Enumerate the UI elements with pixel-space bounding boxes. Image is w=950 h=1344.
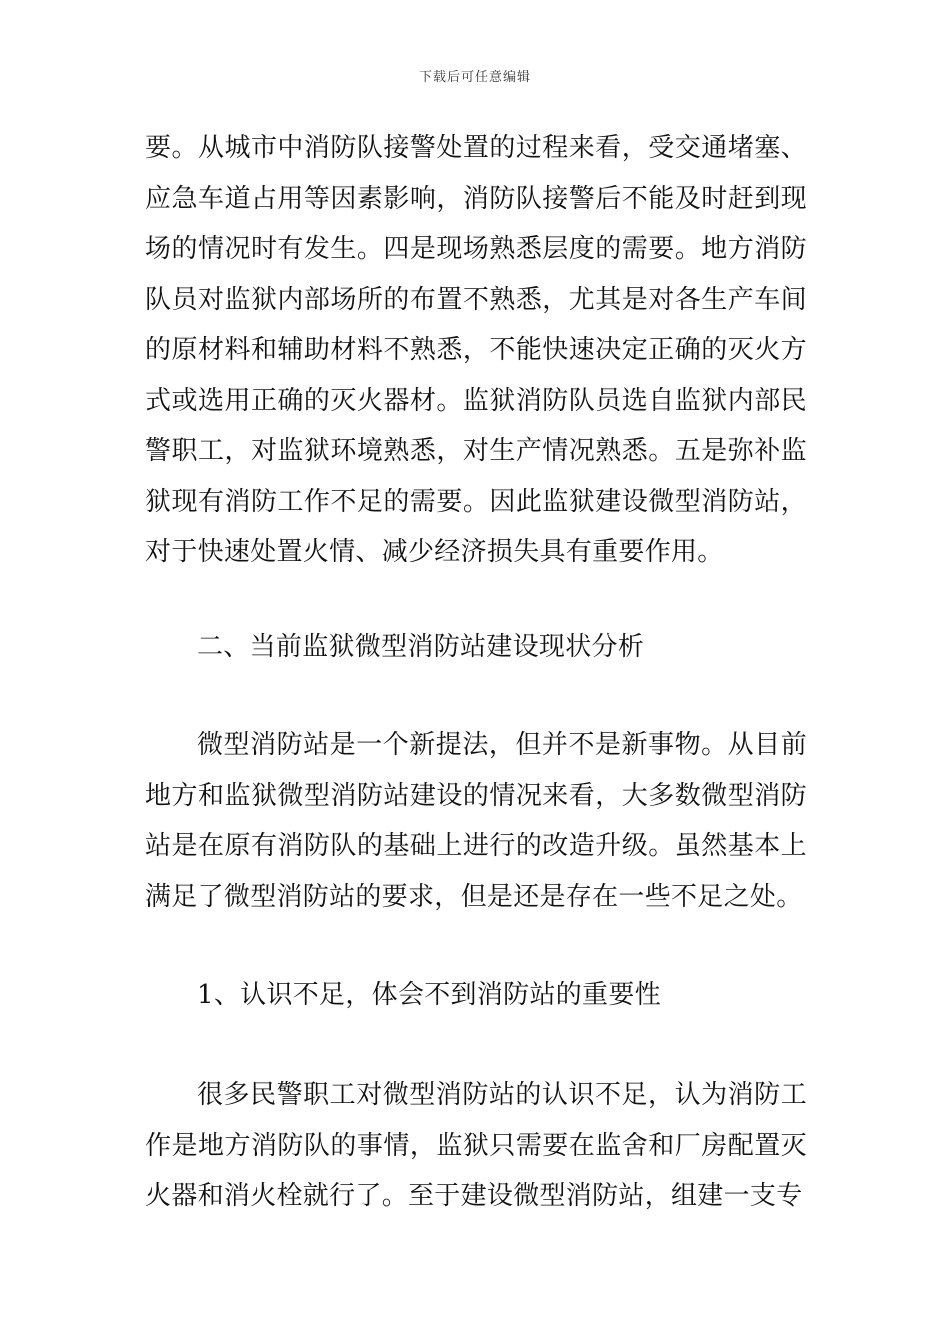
paragraph-continuation xyxy=(145,123,807,578)
subsection-heading xyxy=(145,970,807,1021)
paragraph xyxy=(145,720,807,922)
paragraph xyxy=(145,1070,807,1222)
paragraph-text: 要。从城市中消防队接警处置的过程来看，受交通堵塞、应急车道占用等因素影响，消防队接警后不能及时赶到现场的情况时有发生。四是现场熟悉层度的需要。地方消防队员对监狱内部场所的布置不熟悉，尤其是对各生产车间的原材料和辅助材料不熟悉，不能快速决定正确的灭火方式或选用正确的灭火器材。监狱消防队员选自监狱内部民警职工，对监狱环境熟悉，对生产情况熟悉。五是弥补监狱现有消防工作不足的需要。因此监狱建设微型消防站，对于快速处置火情、减少经济损失具有重要作用。 xyxy=(145,133,807,567)
subsection-heading-text: 1、认识不足，体会不到消防站的重要性 xyxy=(197,980,661,1010)
page-header: 下载后可任意编辑 xyxy=(418,70,531,85)
paragraph-text: 很多民警职工对微型消防站的认识不足，认为消防工作是地方消防队的事情，监狱只需要在监舍和厂房配置灭火器和消火栓就行了。至于建设微型消防站，组建一支专 xyxy=(145,1080,807,1211)
section-heading xyxy=(145,622,807,673)
paragraph-text: 微型消防站是一个新提法，但并不是新事物。从目前地方和监狱微型消防站建设的情况来看，大多数微型消防站是在原有消防队的基础上进行的改造升级。虽然基本上满足了微型消防站的要求，但是还是存在一些不足之处。 xyxy=(145,730,807,912)
section-heading-text: 二、当前监狱微型消防站建设现状分析 xyxy=(197,632,645,662)
